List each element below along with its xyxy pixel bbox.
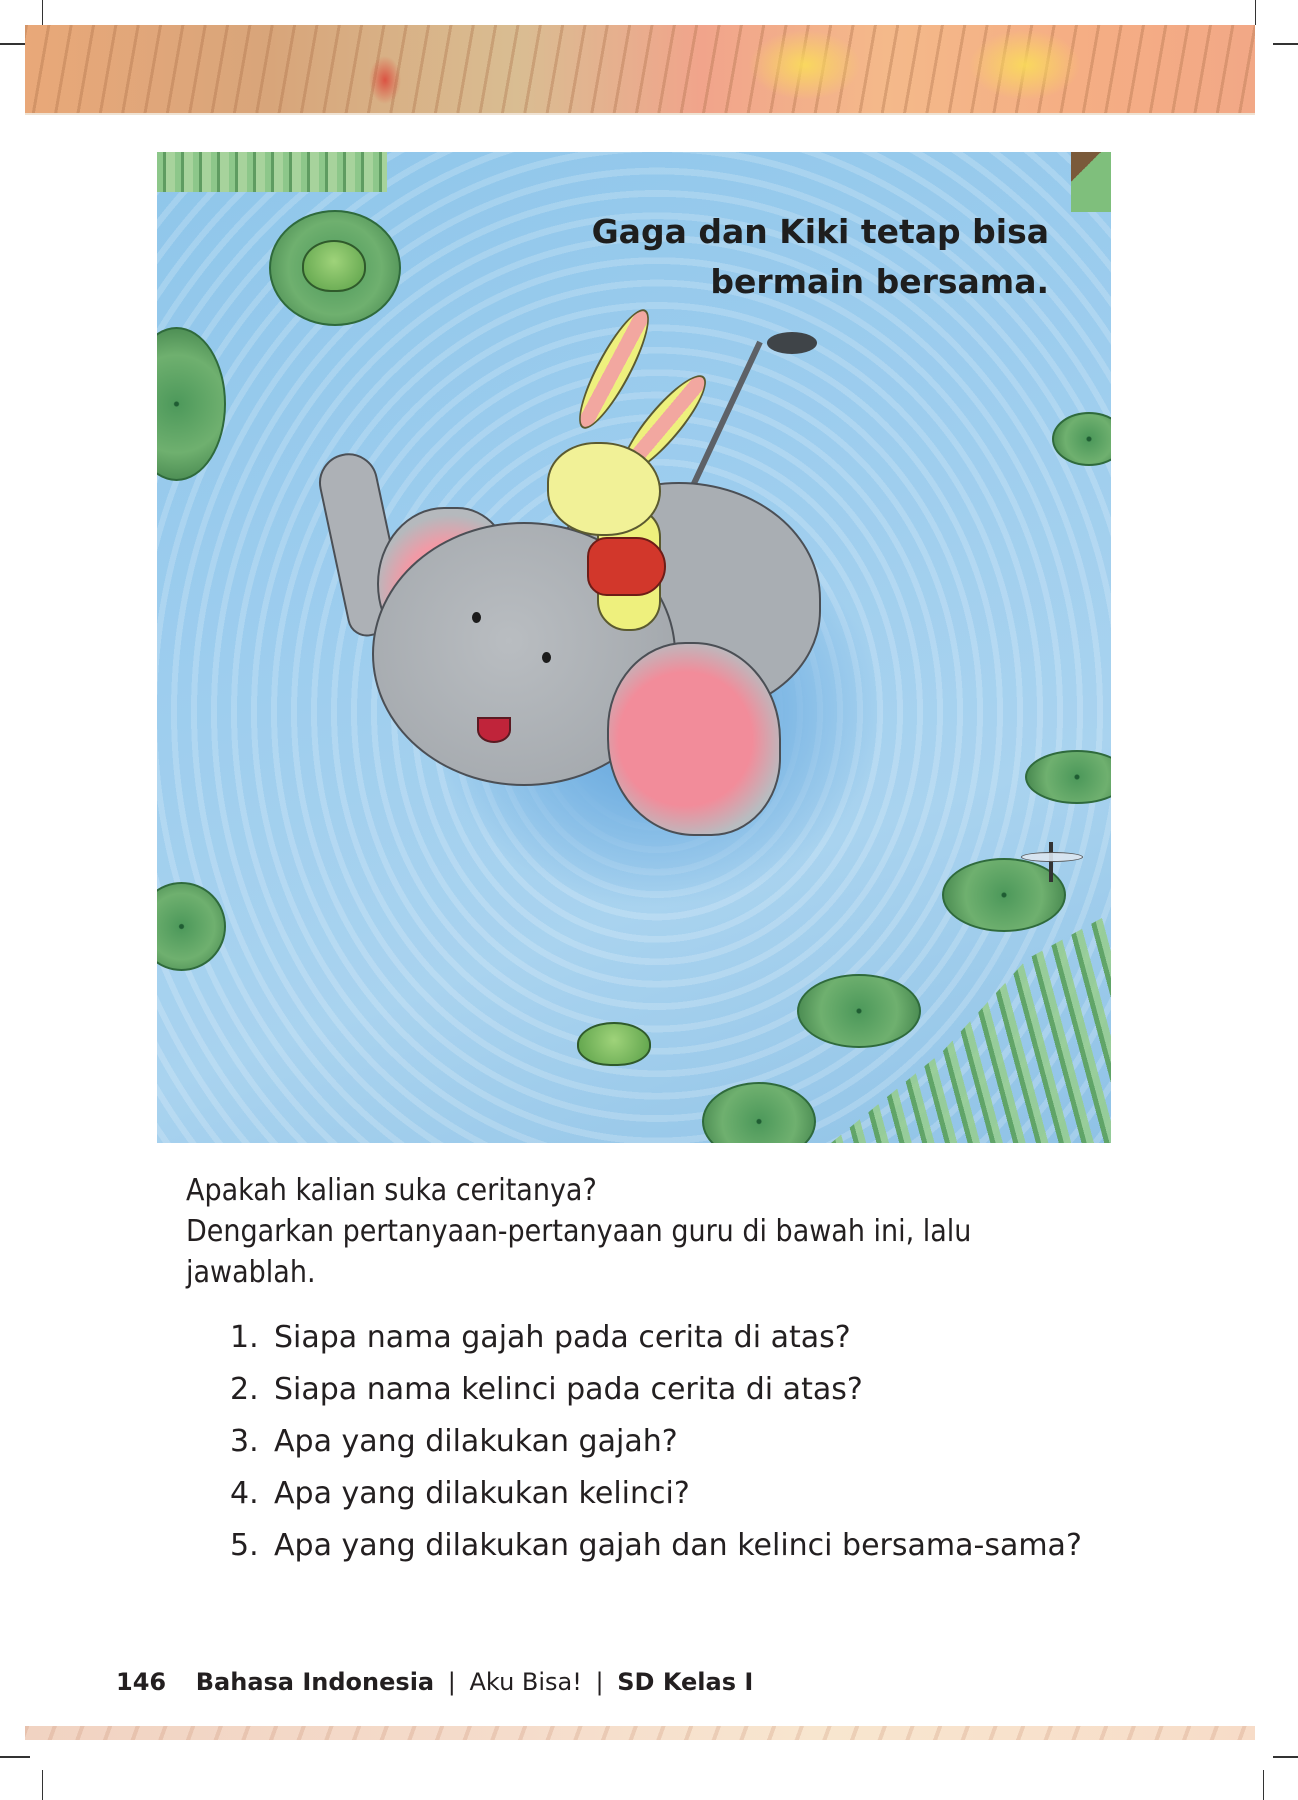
intro-instruction: Dengarkan pertanyaan-pertanyaan guru di bawah ini, lalu jawablah.: [186, 1214, 972, 1290]
caption-line: Gaga dan Kiki tetap bisa: [591, 212, 1049, 251]
lily-pad: [797, 974, 921, 1048]
question-number: 4.: [230, 1476, 259, 1511]
grass-top-left: [157, 152, 387, 192]
question-item: [230, 1468, 1082, 1520]
crop-mark: [1263, 1770, 1264, 1800]
rabbit-head: [547, 442, 661, 536]
crop-mark: [1273, 43, 1298, 45]
caption-line: bermain bersama.: [710, 262, 1049, 301]
intro-question: Apakah kalian suka ceritanya?: [186, 1173, 597, 1208]
crop-mark: [42, 1770, 43, 1800]
intro-text: [186, 1170, 1086, 1293]
question-number: 5.: [230, 1528, 259, 1563]
elephant-eye: [472, 612, 481, 623]
crop-mark: [0, 1756, 30, 1758]
question-text: Apa yang dilakukan gajah?: [274, 1424, 678, 1459]
footer-grade: SD Kelas I: [617, 1668, 754, 1696]
frog-on-lily: [302, 240, 366, 292]
footer-subject: Bahasa Indonesia: [195, 1668, 435, 1696]
header-banner: [25, 25, 1255, 115]
question-text: Siapa nama gajah pada cerita di atas?: [274, 1320, 851, 1355]
crop-mark: [1255, 0, 1256, 25]
lily-pad: [1025, 750, 1111, 804]
footer-separator: |: [447, 1668, 456, 1696]
question-number: 1.: [230, 1320, 259, 1355]
lily-pad: [1052, 412, 1111, 466]
grass-top-right: [1071, 152, 1111, 212]
lily-pad: [157, 882, 226, 971]
elephant-eye: [542, 652, 551, 663]
question-list: [230, 1312, 1082, 1572]
question-item: [230, 1416, 1082, 1468]
question-text: Apa yang dilakukan kelinci?: [274, 1476, 690, 1511]
footer-separator: |: [595, 1668, 604, 1696]
question-item: [230, 1312, 1082, 1364]
question-item: [230, 1520, 1082, 1572]
page-number: 146: [116, 1668, 167, 1696]
crop-mark: [1273, 1756, 1298, 1758]
lily-pad: [157, 327, 226, 481]
question-item: [230, 1364, 1082, 1416]
elephant-mouth: [477, 717, 511, 743]
crop-mark: [0, 43, 25, 45]
dragonfly-icon: [1021, 842, 1081, 882]
footer-book-title: Aku Bisa!: [469, 1668, 582, 1696]
story-illustration: [157, 152, 1111, 1143]
illustration-caption: [529, 207, 1049, 307]
banner-divider: [25, 113, 1255, 115]
footer-banner: [25, 1726, 1255, 1740]
frog-jumping: [577, 1022, 651, 1066]
lily-pad: [702, 1082, 816, 1143]
question-number: 2.: [230, 1372, 259, 1407]
page-footer: [116, 1666, 753, 1698]
elephant-tail-tuft: [767, 332, 817, 354]
question-number: 3.: [230, 1424, 259, 1459]
rabbit-ear-left: [568, 302, 661, 436]
elephant-ear-right: [607, 642, 781, 836]
question-text: Apa yang dilakukan gajah dan kelinci bersama-sama?: [274, 1528, 1082, 1563]
crop-mark: [42, 0, 43, 25]
question-text: Siapa nama kelinci pada cerita di atas?: [274, 1372, 863, 1407]
rabbit-shorts: [587, 537, 666, 596]
